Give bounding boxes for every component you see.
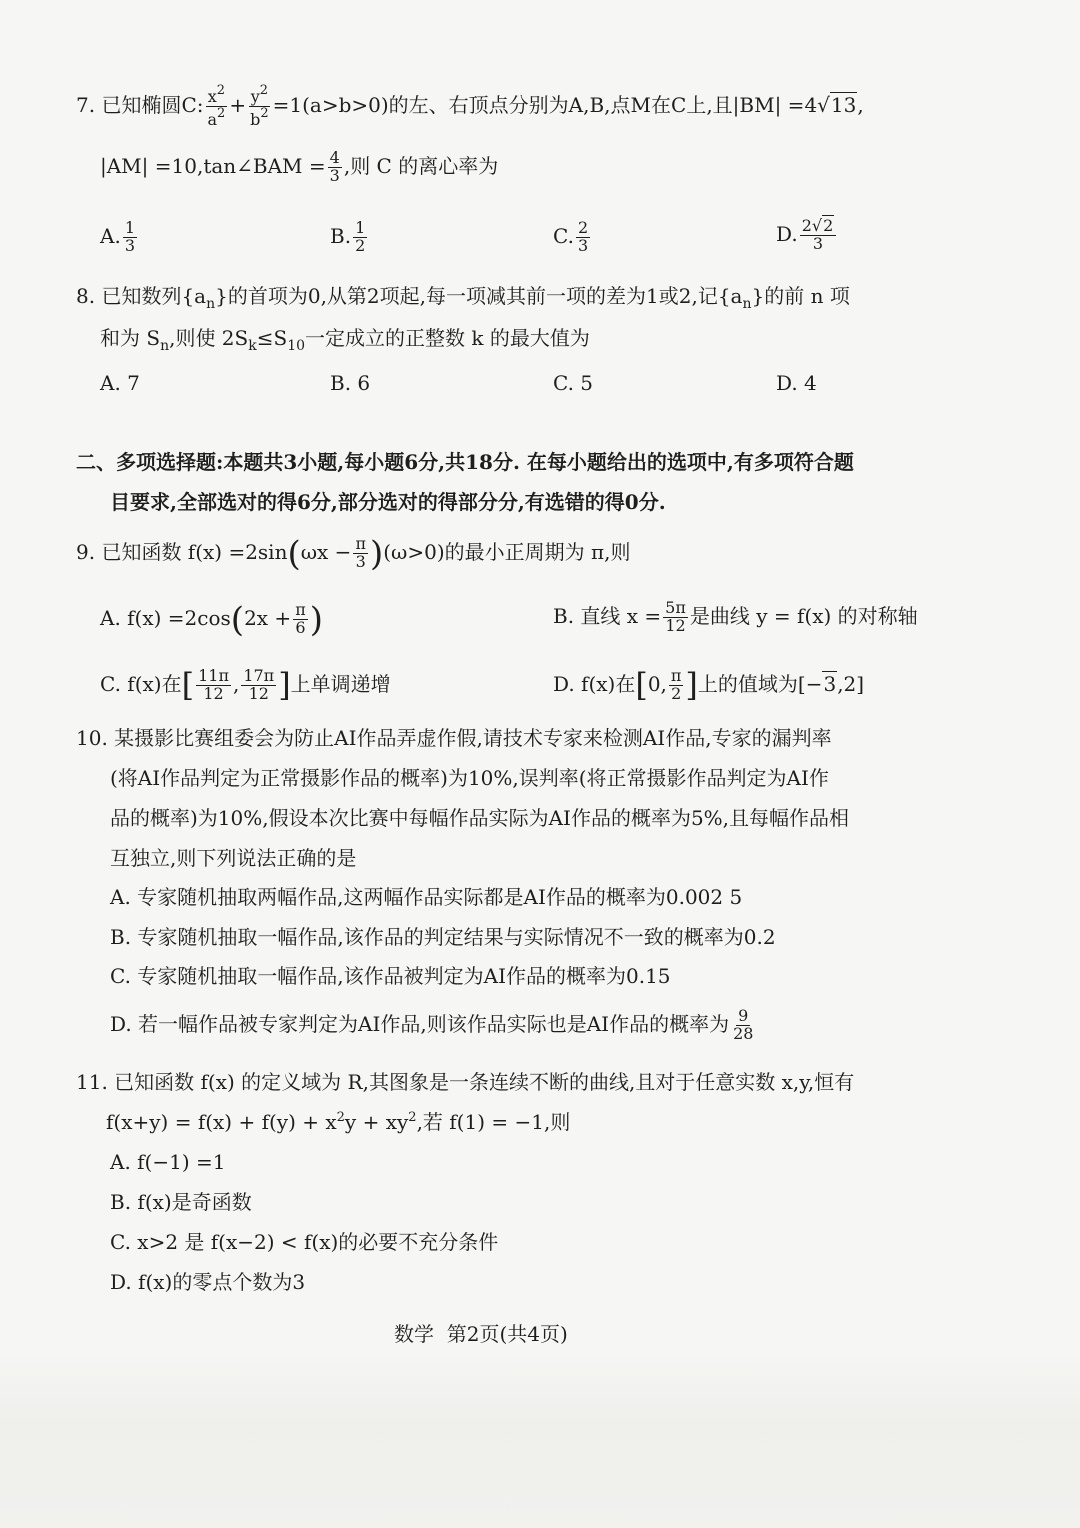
bottom-blank-area [0, 1350, 1080, 1528]
q10-line2: (将AI作品判定为正常摄影作品的概率)为10%,误判率(将正常摄影作品判定为AI作 [110, 766, 829, 790]
q8-option-c: C. 5 [553, 371, 594, 395]
q11-option-d: D. f(x)的零点个数为3 [110, 1270, 306, 1294]
sqrt-13: √13 [817, 92, 857, 117]
q10-option-c: C. 专家随机抽取一幅作品,该作品被判定为AI作品的概率为0.15 [110, 964, 671, 988]
q11-option-a: A. f(−1) =1 [110, 1150, 226, 1174]
q8-option-d: D. 4 [776, 371, 817, 395]
q11-line1: 11. 已知函数 f(x) 的定义域为 R,其图象是一条连续不断的曲线,且对于任意实数 x,y,恒有 [76, 1070, 855, 1094]
section2-heading-line1: 二、多项选择题:本题共3小题,每小题6分,共18分. 在每小题给出的选项中,有多项符合题 [76, 450, 854, 474]
q9-option-a: A. f(x) =2cos(2x + $\frac{\pi}{6}$ ) [100, 599, 323, 640]
q10-line3: 品的概率)为10%,假设本次比赛中每幅作品实际为AI作品的概率为5%,且每幅作品相 [110, 806, 850, 830]
q9-stem: 9. 已知函数 f(x) =2sin(ωx − $\frac{\pi}{3}$ )(ω>0)的最小正周期为 π,则 [76, 533, 631, 574]
q8-option-b: B. 6 [330, 371, 371, 395]
q10-line1: 10. 某摄影比赛组委会为防止AI作品弄虚作假,请技术专家来检测AI作品,专家的漏判率 [76, 726, 832, 750]
q8-line1: 8. 已知数列$\{a_n\}$的首项为0,从第2项起,每一项减其前一项的差为1或2,记$\{a_n\}$的前 n 项 [76, 284, 850, 312]
q11-option-c: C. x>2 是 f(x−2) < f(x)的必要不充分条件 [110, 1230, 499, 1254]
section2-heading-line2: 目要求,全部选对的得6分,部分选对的得部分分,有选错的得0分. [110, 490, 666, 514]
q7-line1: 7. 已知椭圆C: $\frac{x^2}{a^2}$ + $\frac{y^2}{b^2}$ =1(a>b>0)的左、右顶点分别为A,B,点M在C上,且|BM| =4√13, [76, 83, 864, 129]
q7-option-d: D. $\frac{2√2}{3}$ [776, 218, 838, 253]
q7-line2: |AM| =10,tan∠BAM = $\frac{4}{3}$ ,则 C 的离心率为 [100, 148, 499, 185]
q9-option-d: D. f(x)在[0, $\frac{\pi}{2}$ ]上的值域为[−3,2] [553, 665, 865, 704]
q7-option-a: A. $\frac{1}{3}$ [100, 218, 135, 255]
page-footer: 数学 第2页(共4页) [394, 1322, 568, 1346]
fraction-y2-b2: $\frac{y^2}{b^2}$ [250, 83, 269, 129]
q8-option-a: A. 7 [100, 371, 140, 395]
fraction-x2-a2: $\frac{x^2}{a^2}$ [207, 83, 226, 129]
q9-option-c: C. f(x)在[ $\frac{11\pi}{12}$ , $\frac{17\pi}{12}$ ]上单调递增 [100, 665, 391, 704]
q10-option-b: B. 专家随机抽取一幅作品,该作品的判定结果与实际情况不一致的概率为0.2 [110, 925, 776, 949]
q7-option-c: C. $\frac{2}{3}$ [553, 218, 589, 255]
q7-option-b: B. $\frac{1}{2}$ [330, 218, 366, 255]
q7-number: 7. [76, 92, 96, 117]
q11-option-b: B. f(x)是奇函数 [110, 1190, 252, 1214]
q10-option-d: D. 若一幅作品被专家判定为AI作品,则该作品实际也是AI作品的概率为 $\frac{9}{28}$ [110, 1006, 754, 1043]
q10-line4: 互独立,则下列说法正确的是 [110, 846, 357, 870]
q8-line2: 和为 $S_n$,则使 $2S_k\le S_{10}$一定成立的正整数 k 的最大值为 [100, 326, 590, 354]
q10-option-a: A. 专家随机抽取两幅作品,这两幅作品实际都是AI作品的概率为0.002 5 [110, 885, 743, 909]
q11-line2: $f(x+y) = f(x) + f(y) + x^2y + xy^2$,若 f(1) = −1,则 [106, 1110, 571, 1134]
q9-option-b: B. 直线 x = $\frac{5\pi}{12}$ 是曲线 y = f(x) 的对称轴 [553, 598, 918, 635]
fraction-4-3: $\frac{4}{3}$ [329, 148, 340, 185]
